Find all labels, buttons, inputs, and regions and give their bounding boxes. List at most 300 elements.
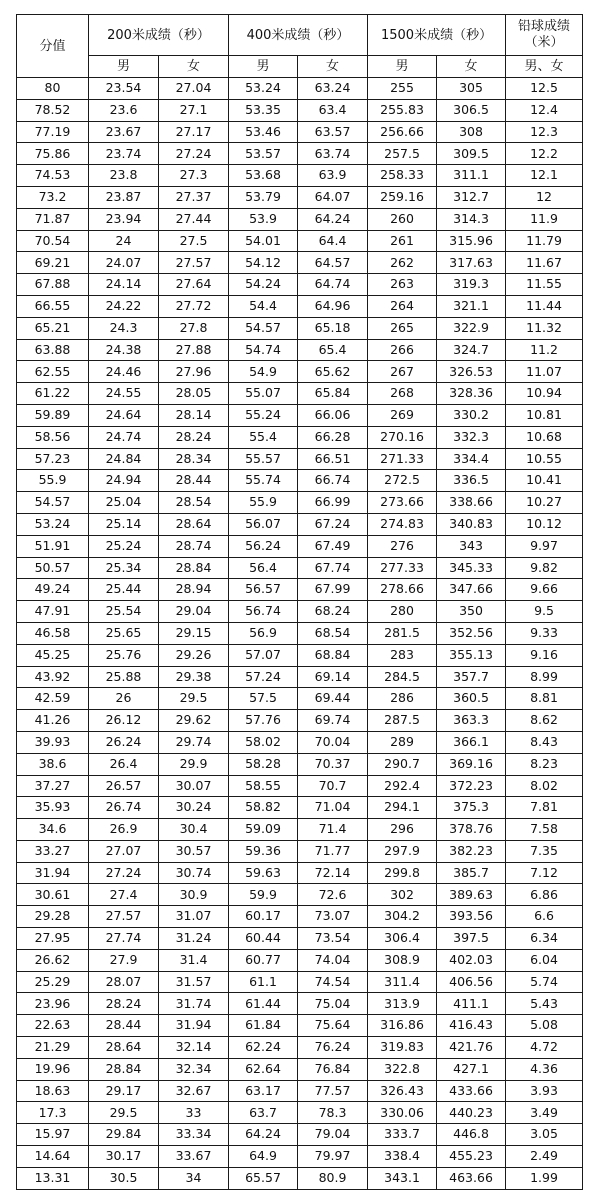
cell-200m-female: 33 <box>159 1102 229 1124</box>
cell-400m-male: 53.9 <box>229 208 298 230</box>
cell-score: 55.9 <box>17 470 89 492</box>
table-row <box>17 971 583 993</box>
cell-400m-male: 54.4 <box>229 295 298 317</box>
cell-1500m-female: 393.56 <box>437 906 506 928</box>
cell-1500m-male: 259.16 <box>368 186 437 208</box>
cell-score: 26.62 <box>17 949 89 971</box>
cell-200m-female: 27.44 <box>159 208 229 230</box>
table-row <box>17 295 583 317</box>
cell-400m-male: 58.55 <box>229 775 298 797</box>
cell-200m-male: 23.67 <box>89 121 159 143</box>
cell-200m-male: 26.4 <box>89 753 159 775</box>
header-score: 分值 <box>17 15 89 78</box>
cell-400m-male: 56.9 <box>229 622 298 644</box>
cell-1500m-male: 343.1 <box>368 1167 437 1189</box>
cell-400m-male: 64.24 <box>229 1124 298 1146</box>
cell-1500m-female: 347.66 <box>437 579 506 601</box>
cell-1500m-male: 304.2 <box>368 906 437 928</box>
cell-200m-female: 28.05 <box>159 383 229 405</box>
cell-400m-male: 58.82 <box>229 797 298 819</box>
cell-1500m-female: 455.23 <box>437 1146 506 1168</box>
header-shot-put-line2: （米） <box>524 35 564 50</box>
cell-1500m-female: 321.1 <box>437 295 506 317</box>
cell-1500m-male: 319.83 <box>368 1037 437 1059</box>
cell-200m-female: 30.4 <box>159 819 229 841</box>
cell-1500m-female: 334.4 <box>437 448 506 470</box>
cell-200m-male: 28.84 <box>89 1058 159 1080</box>
cell-400m-male: 60.44 <box>229 928 298 950</box>
cell-200m-female: 31.4 <box>159 949 229 971</box>
cell-200m-female: 28.64 <box>159 513 229 535</box>
cell-1500m-male: 292.4 <box>368 775 437 797</box>
cell-200m-female: 28.14 <box>159 404 229 426</box>
cell-200m-male: 24.94 <box>89 470 159 492</box>
cell-1500m-female: 433.66 <box>437 1080 506 1102</box>
cell-score: 42.59 <box>17 688 89 710</box>
cell-shot-put: 4.72 <box>506 1037 583 1059</box>
cell-200m-male: 23.94 <box>89 208 159 230</box>
cell-score: 25.29 <box>17 971 89 993</box>
cell-400m-male: 65.57 <box>229 1167 298 1189</box>
cell-1500m-female: 385.7 <box>437 862 506 884</box>
table-row <box>17 208 583 230</box>
cell-200m-female: 28.54 <box>159 492 229 514</box>
cell-400m-female: 72.6 <box>298 884 368 906</box>
cell-1500m-male: 290.7 <box>368 753 437 775</box>
cell-score: 43.92 <box>17 666 89 688</box>
cell-200m-male: 25.14 <box>89 513 159 535</box>
cell-1500m-male: 260 <box>368 208 437 230</box>
cell-shot-put: 9.5 <box>506 601 583 623</box>
cell-1500m-female: 352.56 <box>437 622 506 644</box>
cell-200m-female: 31.94 <box>159 1015 229 1037</box>
table-row <box>17 186 583 208</box>
cell-score: 66.55 <box>17 295 89 317</box>
cell-400m-female: 66.06 <box>298 404 368 426</box>
cell-1500m-female: 308 <box>437 121 506 143</box>
cell-shot-put: 7.35 <box>506 840 583 862</box>
cell-1500m-male: 281.5 <box>368 622 437 644</box>
cell-score: 18.63 <box>17 1080 89 1102</box>
cell-score: 65.21 <box>17 317 89 339</box>
cell-200m-male: 24.84 <box>89 448 159 470</box>
cell-200m-male: 29.5 <box>89 1102 159 1124</box>
cell-shot-put: 5.08 <box>506 1015 583 1037</box>
cell-score: 78.52 <box>17 99 89 121</box>
cell-1500m-male: 289 <box>368 731 437 753</box>
cell-400m-female: 66.28 <box>298 426 368 448</box>
cell-400m-female: 74.54 <box>298 971 368 993</box>
cell-400m-male: 53.79 <box>229 186 298 208</box>
cell-score: 31.94 <box>17 862 89 884</box>
cell-score: 77.19 <box>17 121 89 143</box>
cell-200m-male: 24.46 <box>89 361 159 383</box>
cell-400m-male: 54.01 <box>229 230 298 252</box>
cell-1500m-male: 306.4 <box>368 928 437 950</box>
cell-1500m-male: 322.8 <box>368 1058 437 1080</box>
cell-1500m-female: 314.3 <box>437 208 506 230</box>
cell-400m-female: 67.99 <box>298 579 368 601</box>
table-row <box>17 1015 583 1037</box>
cell-shot-put: 8.81 <box>506 688 583 710</box>
cell-400m-female: 65.84 <box>298 383 368 405</box>
cell-200m-female: 32.14 <box>159 1037 229 1059</box>
cell-200m-male: 27.74 <box>89 928 159 950</box>
cell-200m-male: 29.17 <box>89 1080 159 1102</box>
cell-1500m-male: 297.9 <box>368 840 437 862</box>
cell-score: 35.93 <box>17 797 89 819</box>
table-row <box>17 1167 583 1189</box>
table-row <box>17 513 583 535</box>
cell-200m-female: 29.62 <box>159 710 229 732</box>
cell-400m-female: 70.04 <box>298 731 368 753</box>
cell-1500m-female: 363.3 <box>437 710 506 732</box>
table-header <box>17 15 583 78</box>
cell-200m-male: 26.9 <box>89 819 159 841</box>
cell-400m-female: 67.74 <box>298 557 368 579</box>
cell-200m-male: 28.07 <box>89 971 159 993</box>
table-row <box>17 492 583 514</box>
cell-200m-female: 29.04 <box>159 601 229 623</box>
table-row <box>17 666 583 688</box>
table-row <box>17 775 583 797</box>
cell-200m-male: 24.38 <box>89 339 159 361</box>
cell-1500m-female: 322.9 <box>437 317 506 339</box>
cell-score: 71.87 <box>17 208 89 230</box>
table-row <box>17 361 583 383</box>
cell-200m-male: 24.14 <box>89 274 159 296</box>
cell-200m-male: 27.07 <box>89 840 159 862</box>
cell-shot-put: 11.9 <box>506 208 583 230</box>
cell-score: 23.96 <box>17 993 89 1015</box>
table-row <box>17 1124 583 1146</box>
cell-score: 75.86 <box>17 143 89 165</box>
cell-400m-male: 61.84 <box>229 1015 298 1037</box>
cell-1500m-male: 255.83 <box>368 99 437 121</box>
cell-shot-put: 9.66 <box>506 579 583 601</box>
cell-200m-female: 31.07 <box>159 906 229 928</box>
cell-score: 70.54 <box>17 230 89 252</box>
cell-400m-female: 63.74 <box>298 143 368 165</box>
cell-shot-put: 5.74 <box>506 971 583 993</box>
cell-1500m-male: 313.9 <box>368 993 437 1015</box>
cell-score: 59.89 <box>17 404 89 426</box>
cell-200m-male: 25.34 <box>89 557 159 579</box>
cell-200m-male: 25.76 <box>89 644 159 666</box>
table-row <box>17 819 583 841</box>
table-row <box>17 797 583 819</box>
cell-200m-female: 29.15 <box>159 622 229 644</box>
cell-200m-female: 33.67 <box>159 1146 229 1168</box>
table-row <box>17 252 583 274</box>
cell-400m-male: 53.24 <box>229 78 298 100</box>
cell-score: 37.27 <box>17 775 89 797</box>
cell-400m-male: 55.4 <box>229 426 298 448</box>
cell-400m-male: 53.46 <box>229 121 298 143</box>
cell-400m-male: 55.07 <box>229 383 298 405</box>
cell-400m-male: 55.74 <box>229 470 298 492</box>
cell-400m-female: 69.74 <box>298 710 368 732</box>
cell-400m-female: 71.77 <box>298 840 368 862</box>
cell-shot-put: 10.81 <box>506 404 583 426</box>
cell-200m-male: 26.74 <box>89 797 159 819</box>
cell-200m-female: 29.74 <box>159 731 229 753</box>
cell-200m-female: 28.44 <box>159 470 229 492</box>
table-row <box>17 383 583 405</box>
cell-1500m-female: 312.7 <box>437 186 506 208</box>
cell-400m-female: 64.96 <box>298 295 368 317</box>
cell-400m-male: 56.57 <box>229 579 298 601</box>
cell-400m-female: 64.24 <box>298 208 368 230</box>
header-shot-put-line1: 铅球成绩 <box>518 18 571 34</box>
cell-200m-male: 24.64 <box>89 404 159 426</box>
cell-1500m-female: 389.63 <box>437 884 506 906</box>
cell-1500m-male: 273.66 <box>368 492 437 514</box>
cell-400m-male: 60.17 <box>229 906 298 928</box>
table-row <box>17 78 583 100</box>
cell-200m-male: 23.54 <box>89 78 159 100</box>
header-shot-put <box>506 15 583 56</box>
cell-400m-female: 72.14 <box>298 862 368 884</box>
cell-shot-put: 11.32 <box>506 317 583 339</box>
cell-shot-put: 8.02 <box>506 775 583 797</box>
header-400m-male: 男 <box>229 56 298 78</box>
cell-1500m-male: 266 <box>368 339 437 361</box>
cell-1500m-male: 294.1 <box>368 797 437 819</box>
cell-1500m-female: 343 <box>437 535 506 557</box>
cell-shot-put: 11.07 <box>506 361 583 383</box>
cell-shot-put: 9.82 <box>506 557 583 579</box>
cell-1500m-female: 345.33 <box>437 557 506 579</box>
cell-shot-put: 4.36 <box>506 1058 583 1080</box>
cell-200m-male: 26 <box>89 688 159 710</box>
cell-400m-male: 56.24 <box>229 535 298 557</box>
cell-1500m-female: 421.76 <box>437 1037 506 1059</box>
table-row <box>17 710 583 732</box>
cell-200m-female: 27.96 <box>159 361 229 383</box>
cell-1500m-male: 257.5 <box>368 143 437 165</box>
cell-200m-male: 30.5 <box>89 1167 159 1189</box>
cell-1500m-male: 269 <box>368 404 437 426</box>
table-row <box>17 644 583 666</box>
cell-1500m-female: 311.1 <box>437 165 506 187</box>
cell-score: 63.88 <box>17 339 89 361</box>
cell-1500m-female: 340.83 <box>437 513 506 535</box>
cell-shot-put: 7.12 <box>506 862 583 884</box>
cell-400m-male: 58.02 <box>229 731 298 753</box>
cell-shot-put: 1.99 <box>506 1167 583 1189</box>
cell-shot-put: 7.58 <box>506 819 583 841</box>
header-200m-male: 男 <box>89 56 159 78</box>
cell-200m-female: 28.34 <box>159 448 229 470</box>
table-row <box>17 121 583 143</box>
header-1500m: 1500米成绩（秒） <box>368 15 506 56</box>
cell-200m-male: 27.24 <box>89 862 159 884</box>
cell-shot-put: 7.81 <box>506 797 583 819</box>
cell-shot-put: 10.68 <box>506 426 583 448</box>
table-row <box>17 840 583 862</box>
cell-shot-put: 5.43 <box>506 993 583 1015</box>
cell-score: 34.6 <box>17 819 89 841</box>
cell-shot-put: 12.3 <box>506 121 583 143</box>
cell-200m-male: 24.07 <box>89 252 159 274</box>
cell-1500m-female: 330.2 <box>437 404 506 426</box>
header-shot-put-male-female: 男、女 <box>506 56 583 78</box>
cell-shot-put: 10.12 <box>506 513 583 535</box>
cell-200m-male: 27.4 <box>89 884 159 906</box>
cell-1500m-female: 378.76 <box>437 819 506 841</box>
cell-400m-female: 75.64 <box>298 1015 368 1037</box>
cell-1500m-male: 284.5 <box>368 666 437 688</box>
table-row <box>17 448 583 470</box>
cell-200m-male: 23.74 <box>89 143 159 165</box>
header-400m: 400米成绩（秒） <box>229 15 368 56</box>
table-row <box>17 230 583 252</box>
table-row <box>17 731 583 753</box>
cell-1500m-female: 440.23 <box>437 1102 506 1124</box>
cell-1500m-male: 256.66 <box>368 121 437 143</box>
cell-score: 13.31 <box>17 1167 89 1189</box>
cell-shot-put: 3.05 <box>506 1124 583 1146</box>
cell-400m-female: 77.57 <box>298 1080 368 1102</box>
cell-score: 14.64 <box>17 1146 89 1168</box>
cell-400m-male: 59.9 <box>229 884 298 906</box>
cell-400m-male: 59.63 <box>229 862 298 884</box>
cell-400m-female: 67.24 <box>298 513 368 535</box>
table-row <box>17 274 583 296</box>
cell-shot-put: 9.97 <box>506 535 583 557</box>
cell-1500m-male: 299.8 <box>368 862 437 884</box>
cell-score: 57.23 <box>17 448 89 470</box>
cell-1500m-female: 328.36 <box>437 383 506 405</box>
cell-400m-female: 74.04 <box>298 949 368 971</box>
header-200m-female: 女 <box>159 56 229 78</box>
cell-1500m-male: 271.33 <box>368 448 437 470</box>
cell-shot-put: 8.99 <box>506 666 583 688</box>
cell-1500m-female: 324.7 <box>437 339 506 361</box>
cell-400m-male: 56.74 <box>229 601 298 623</box>
cell-400m-male: 63.17 <box>229 1080 298 1102</box>
cell-200m-female: 30.07 <box>159 775 229 797</box>
cell-1500m-female: 427.1 <box>437 1058 506 1080</box>
cell-1500m-female: 411.1 <box>437 993 506 1015</box>
cell-400m-male: 57.76 <box>229 710 298 732</box>
cell-200m-female: 28.94 <box>159 579 229 601</box>
cell-400m-male: 56.07 <box>229 513 298 535</box>
cell-400m-female: 65.18 <box>298 317 368 339</box>
cell-shot-put: 11.79 <box>506 230 583 252</box>
table-row <box>17 601 583 623</box>
cell-score: 49.24 <box>17 579 89 601</box>
cell-score: 73.2 <box>17 186 89 208</box>
cell-shot-put: 8.43 <box>506 731 583 753</box>
cell-400m-female: 79.97 <box>298 1146 368 1168</box>
table-row <box>17 949 583 971</box>
cell-shot-put: 2.49 <box>506 1146 583 1168</box>
cell-200m-male: 23.8 <box>89 165 159 187</box>
cell-400m-female: 67.49 <box>298 535 368 557</box>
cell-score: 21.29 <box>17 1037 89 1059</box>
cell-400m-female: 73.07 <box>298 906 368 928</box>
header-200m: 200米成绩（秒） <box>89 15 229 56</box>
cell-1500m-male: 263 <box>368 274 437 296</box>
cell-1500m-female: 326.53 <box>437 361 506 383</box>
cell-400m-female: 65.4 <box>298 339 368 361</box>
cell-score: 58.56 <box>17 426 89 448</box>
cell-shot-put: 12.2 <box>506 143 583 165</box>
table-row <box>17 928 583 950</box>
cell-1500m-male: 268 <box>368 383 437 405</box>
header-1500m-female: 女 <box>437 56 506 78</box>
cell-1500m-male: 286 <box>368 688 437 710</box>
cell-1500m-female: 382.23 <box>437 840 506 862</box>
cell-1500m-male: 302 <box>368 884 437 906</box>
cell-1500m-male: 258.33 <box>368 165 437 187</box>
cell-200m-female: 28.74 <box>159 535 229 557</box>
cell-200m-male: 28.64 <box>89 1037 159 1059</box>
cell-200m-male: 27.57 <box>89 906 159 928</box>
cell-score: 67.88 <box>17 274 89 296</box>
cell-shot-put: 8.62 <box>506 710 583 732</box>
cell-400m-female: 76.84 <box>298 1058 368 1080</box>
cell-score: 17.3 <box>17 1102 89 1124</box>
cell-400m-male: 60.77 <box>229 949 298 971</box>
cell-1500m-female: 372.23 <box>437 775 506 797</box>
cell-score: 33.27 <box>17 840 89 862</box>
cell-1500m-male: 255 <box>368 78 437 100</box>
table-row <box>17 1058 583 1080</box>
cell-score: 46.58 <box>17 622 89 644</box>
cell-1500m-female: 338.66 <box>437 492 506 514</box>
table-body <box>17 78 583 1190</box>
table-row <box>17 143 583 165</box>
cell-1500m-female: 446.8 <box>437 1124 506 1146</box>
cell-400m-female: 73.54 <box>298 928 368 950</box>
cell-400m-female: 69.14 <box>298 666 368 688</box>
cell-200m-male: 25.44 <box>89 579 159 601</box>
cell-200m-male: 26.12 <box>89 710 159 732</box>
cell-1500m-male: 270.16 <box>368 426 437 448</box>
cell-score: 39.93 <box>17 731 89 753</box>
cell-score: 80 <box>17 78 89 100</box>
cell-1500m-female: 375.3 <box>437 797 506 819</box>
table-row <box>17 1102 583 1124</box>
cell-200m-male: 23.6 <box>89 99 159 121</box>
cell-400m-male: 54.24 <box>229 274 298 296</box>
cell-200m-female: 27.72 <box>159 295 229 317</box>
cell-1500m-male: 261 <box>368 230 437 252</box>
cell-400m-male: 59.36 <box>229 840 298 862</box>
cell-score: 61.22 <box>17 383 89 405</box>
cell-200m-male: 28.44 <box>89 1015 159 1037</box>
cell-200m-female: 27.5 <box>159 230 229 252</box>
cell-shot-put: 10.27 <box>506 492 583 514</box>
cell-400m-female: 63.9 <box>298 165 368 187</box>
cell-400m-female: 66.99 <box>298 492 368 514</box>
cell-200m-female: 30.9 <box>159 884 229 906</box>
cell-1500m-female: 317.63 <box>437 252 506 274</box>
cell-1500m-female: 416.43 <box>437 1015 506 1037</box>
cell-200m-female: 27.57 <box>159 252 229 274</box>
cell-1500m-male: 333.7 <box>368 1124 437 1146</box>
cell-shot-put: 11.44 <box>506 295 583 317</box>
cell-400m-female: 71.4 <box>298 819 368 841</box>
cell-400m-female: 63.24 <box>298 78 368 100</box>
cell-1500m-male: 308.9 <box>368 949 437 971</box>
cell-1500m-male: 283 <box>368 644 437 666</box>
cell-200m-male: 24.74 <box>89 426 159 448</box>
cell-1500m-female: 406.56 <box>437 971 506 993</box>
